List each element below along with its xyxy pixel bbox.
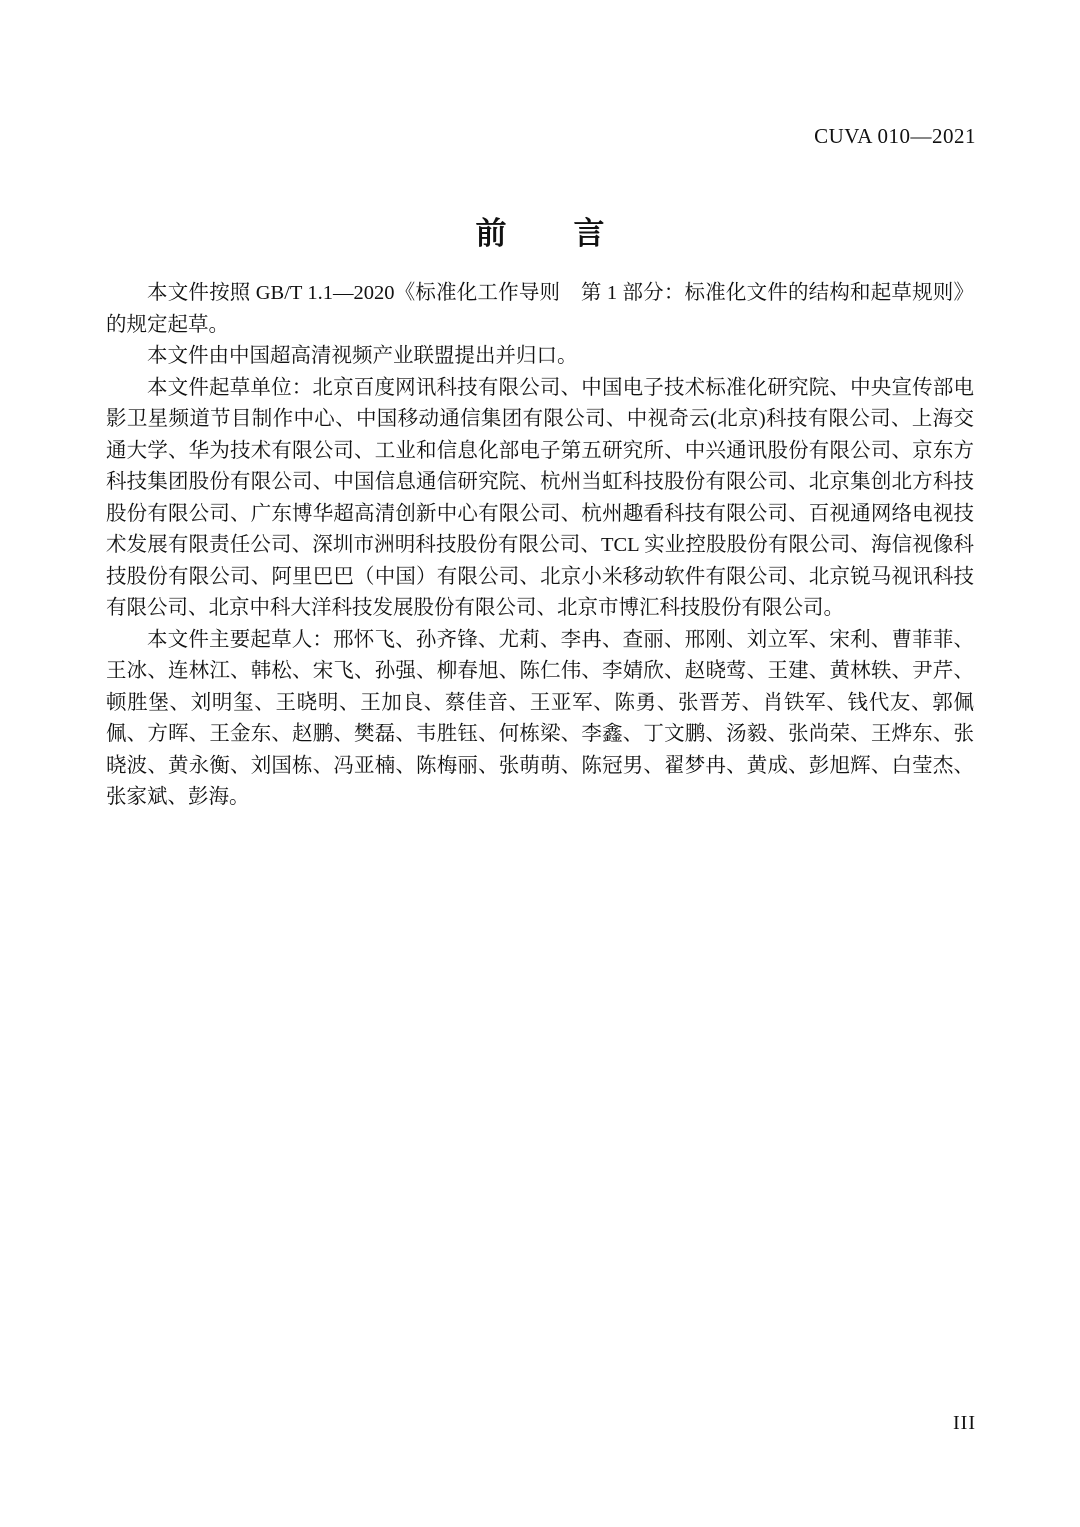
paragraph: 本文件主要起草人：邢怀飞、孙齐锋、尤莉、李冉、查丽、邢刚、刘立军、宋利、曹菲菲、王冰、连林江、韩松、宋飞、孙强、柳春旭、陈仁伟、李婧欣、赵晓莺、王建、黄林轶、尹芹、顿胜堡、刘明玺、王晓明、王加良、蔡佳音、王亚军、陈勇、张晋芳、肖铁军、钱代友、郭佩佩、方晖、王金东、赵鹏、樊磊、韦胜钰、何栋梁、李鑫、丁文鹏、汤毅、张尚荣、王烨东、张晓波、黄永衡、刘国栋、冯亚楠、陈梅丽、张萌萌、陈冠男、翟梦冉、黄成、彭旭辉、白莹杰、张家斌、彭海。 <box>106 628 974 808</box>
foreword-body <box>106 278 974 814</box>
paragraph: 本文件起草单位：北京百度网讯科技有限公司、中国电子技术标准化研究院、中央宣传部电影卫星频道节目制作中心、中国移动通信集团有限公司、中视奇云(北京)科技有限公司、上海交通大学、华为技术有限公司、工业和信息化部电子第五研究所、中兴通讯股份有限公司、京东方科技集团股份有限公司、中国信息通信研究院、杭州当虹科技股份有限公司、北京集创北方科技股份有限公司、广东博华超高清创新中心有限公司、杭州趣看科技有限公司、百视通网络电视技术发展有限责任公司、深圳市洲明科技股份有限公司、TCL 实业控股股份有限公司、海信视像科技股份有限公司、阿里巴巴（中国）有限公司、北京小米移动软件有限公司、北京锐马视讯科技有限公司、北京中科大洋科技发展股份有限公司、北京市博汇科技股份有限公司。 <box>106 376 974 619</box>
page-number: III <box>953 1412 976 1434</box>
paragraph: 本文件由中国超高清视频产业联盟提出并归口。 <box>147 345 578 367</box>
paragraph: 本文件按照 GB/T 1.1—2020《标准化工作导则 第 1 部分：标准化文件的结构和起草规则》的规定起草。 <box>106 282 974 336</box>
page-title: 前 言 <box>475 216 623 251</box>
page-header-standard-code: CUVA 010—2021 <box>814 124 976 148</box>
